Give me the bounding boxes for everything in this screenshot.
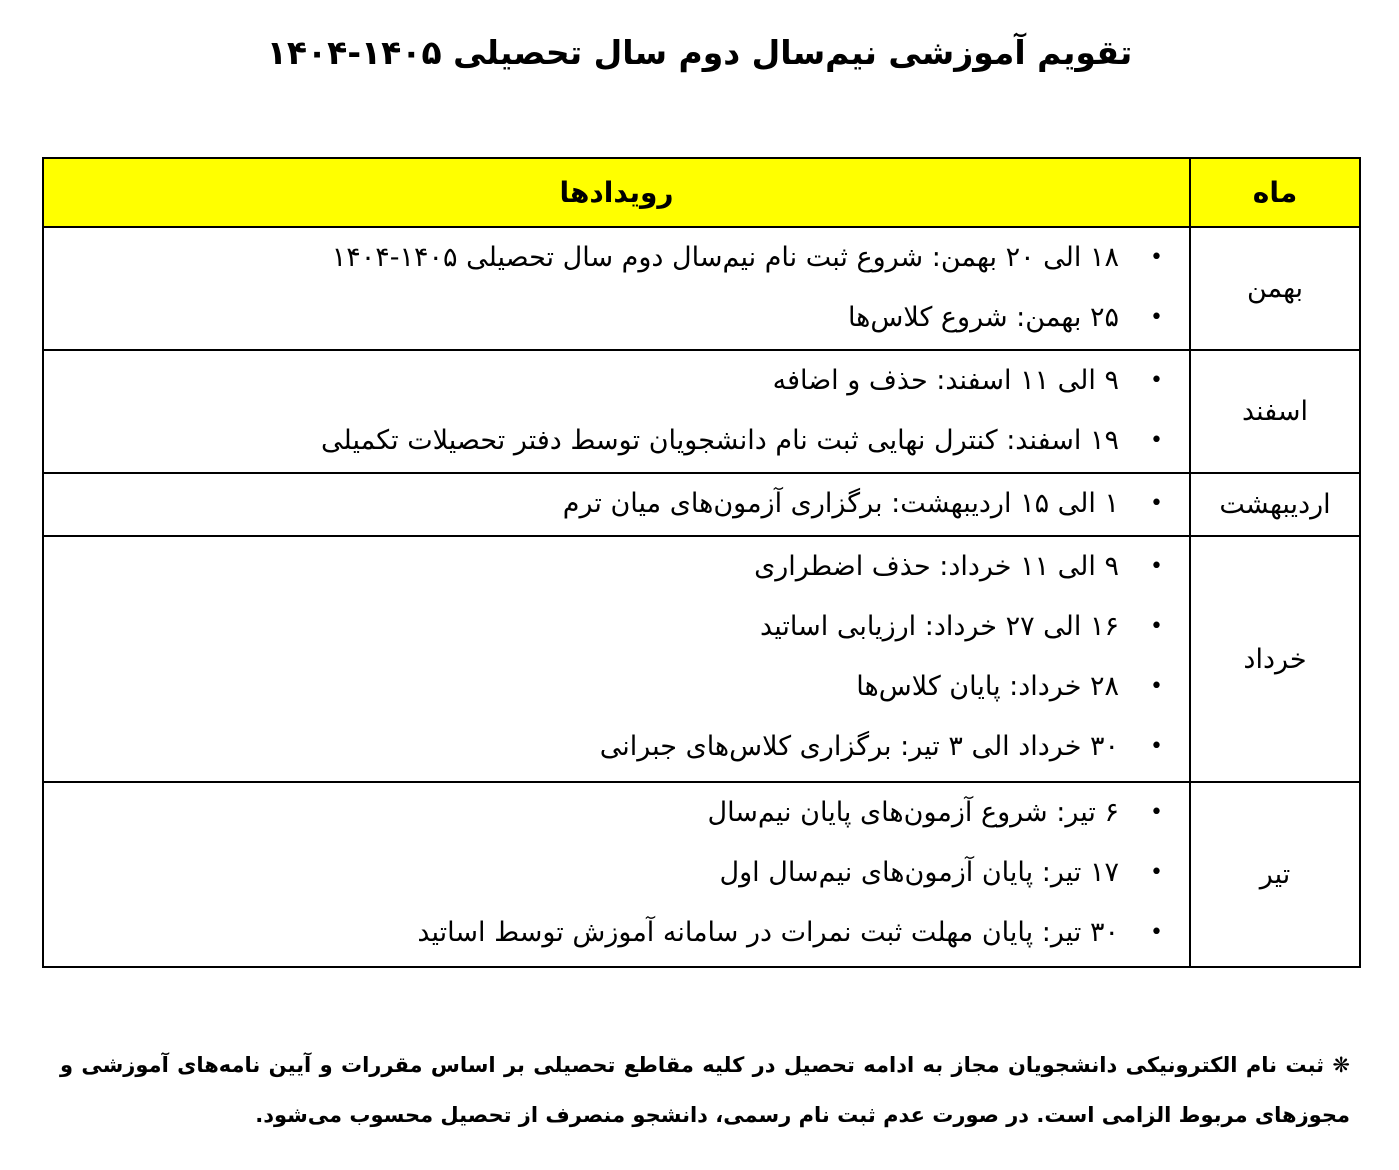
bullet-icon: • [1150,368,1163,393]
list-item [56,351,1163,411]
event-text: ۳۰ خرداد الی ۳ تیر: برگزاری کلاس‌های جبرانی [599,731,1119,762]
academic-calendar-table [42,157,1361,968]
month-cell: بهمن [1190,227,1360,350]
bullet-icon: • [1150,554,1163,579]
header-events: رویدادها [43,158,1190,227]
list-item [56,597,1163,657]
event-text: ۱۹ اسفند: کنترل نهایی ثبت نام دانشجویان توسط دفتر تحصیلات تکمیلی [321,425,1119,456]
list-item [56,783,1163,843]
event-text: ۲۵ بهمن: شروع کلاس‌ها [847,302,1119,333]
event-text: ۱ الی ۱۵ اردیبهشت: برگزاری آزمون‌های میان ترم [562,488,1119,519]
month-cell: اسفند [1190,350,1360,473]
table-row [43,473,1360,536]
events-cell [43,536,1190,782]
bullet-icon: • [1150,305,1163,330]
events-cell [43,782,1190,967]
list-item [56,657,1163,717]
event-text: ۱۷ تیر: پایان آزمون‌های نیم‌سال اول [719,857,1119,888]
event-text: ۹ الی ۱۱ خرداد: حذف اضطراری [754,551,1119,582]
events-cell [43,227,1190,350]
list-item [56,903,1163,963]
list-item [56,843,1163,903]
list-item [56,717,1163,777]
page-title: تقویم آموزشی نیم‌سال دوم سال تحصیلی ۱۴۰۵-۱۴۰۴ [266,33,1133,72]
list-item [56,537,1163,597]
event-list [44,351,1189,471]
bullet-icon: • [1150,674,1163,699]
event-list [44,783,1189,963]
events-cell [43,350,1190,473]
month-cell: خرداد [1190,536,1360,782]
table-row [43,350,1360,473]
header-month: ماه [1190,158,1360,227]
bullet-icon: • [1150,860,1163,885]
bullet-icon: • [1150,920,1163,945]
table-header-row [43,158,1360,227]
list-item [56,228,1163,288]
event-list [44,474,1189,534]
bullet-icon: • [1150,734,1163,759]
bullet-icon: • [1150,800,1163,825]
bullet-icon: • [1150,491,1163,516]
footnote: ❋ ثبت نام الکترونیکی دانشجویان مجاز به ادامه تحصیل در کلیه مقاطع تحصیلی بر اساس مقررات و آیین نامه‌های آموزشی و مجوزهای مربوط الزامی است. در صورت عدم ثبت نام رسمی، دانشجو منصرف از تحصیل محسوب می‌شود. [60,1053,1350,1127]
event-text: ۲۸ خرداد: پایان کلاس‌ها [856,671,1119,702]
event-text: ۹ الی ۱۱ اسفند: حذف و اضافه [772,365,1119,396]
bullet-icon: • [1150,428,1163,453]
month-cell: اردیبهشت [1190,473,1360,536]
event-list [44,537,1189,777]
event-list [44,228,1189,348]
table-row [43,782,1360,967]
bullet-icon: • [1150,245,1163,270]
list-item [56,288,1163,348]
event-text: ۱۶ الی ۲۷ خرداد: ارزیابی اساتید [760,611,1119,642]
event-text: ۳۰ تیر: پایان مهلت ثبت نمرات در سامانه آموزش توسط اساتید [417,917,1119,948]
list-item [56,474,1163,534]
table-row [43,227,1360,350]
table-row [43,536,1360,782]
list-item [56,411,1163,471]
event-text: ۱۸ الی ۲۰ بهمن: شروع ثبت نام نیم‌سال دوم سال تحصیلی ۱۴۰۵-۱۴۰۴ [331,242,1119,273]
event-text: ۶ تیر: شروع آزمون‌های پایان نیم‌سال [707,797,1119,828]
month-cell: تیر [1190,782,1360,967]
bullet-icon: • [1150,614,1163,639]
events-cell [43,473,1190,536]
